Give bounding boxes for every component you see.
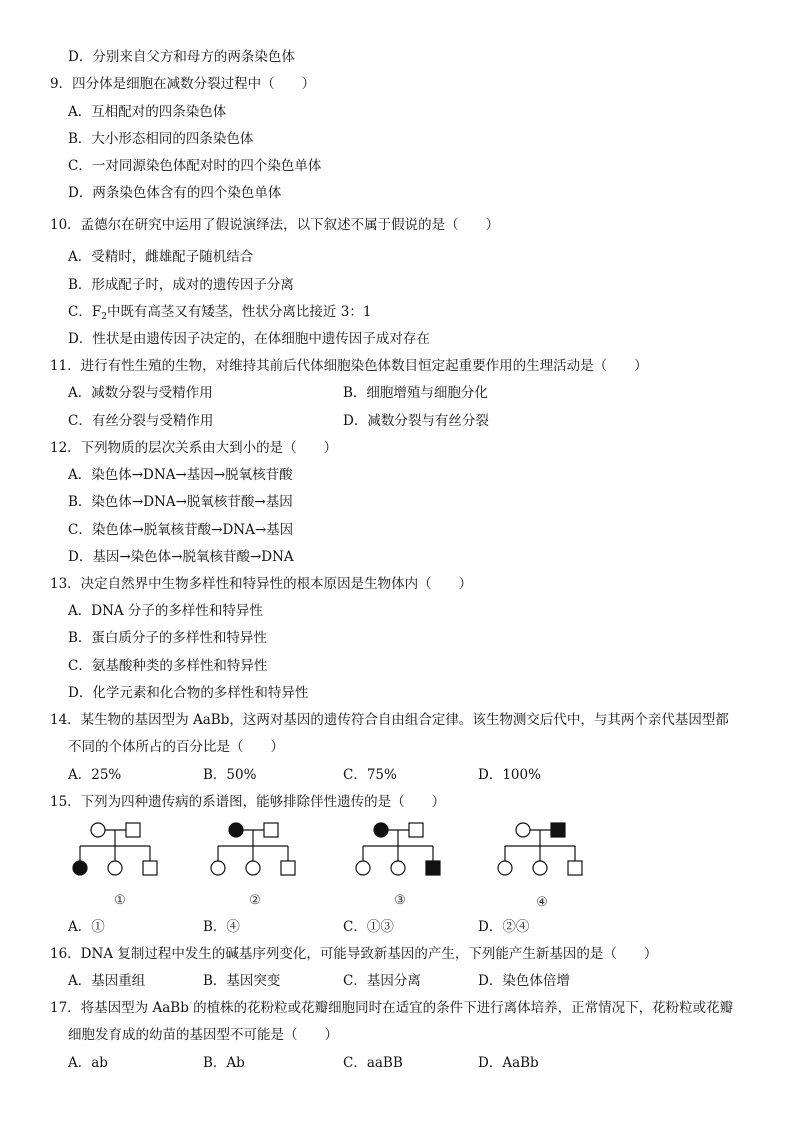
q11-option-c: C．有丝分裂与受精作用 — [68, 413, 214, 429]
q11-option-a: A．减数分裂与受精作用 — [68, 385, 213, 401]
q17-option-d: D．AaBb — [478, 1055, 539, 1071]
q12-option-c: C．染色体→脱氧核苷酸→DNA→基因 — [68, 522, 294, 538]
q15-option-b: B．④ — [203, 919, 240, 935]
pedigree-figure — [60, 818, 600, 918]
q14-stem-line2: 不同的个体所占的百分比是（ ） — [68, 739, 284, 755]
q12-stem: 12．下列物质的层次关系由大到小的是（ ） — [50, 440, 338, 456]
pedigree-1-label: ① — [114, 893, 126, 908]
q14-option-b: B．50% — [203, 767, 257, 783]
q17-stem: 17．将基因型为 AaBb 的植株的花粉粒或花瓣细胞同时在适宜的条件下进行离体培养，正常情况下，花粉粒或花瓣 — [50, 1000, 734, 1016]
pedigree-2-label: ② — [249, 893, 261, 908]
q10-option-c — [68, 303, 371, 326]
q16-option-d: D．染色体倍增 — [478, 973, 570, 989]
q12-option-a: A．染色体→DNA→基因→脱氧核苷酸 — [68, 467, 293, 483]
pedigree-3 — [356, 823, 440, 875]
pedigree-2 — [211, 823, 295, 875]
q14-option-a: A．25% — [68, 767, 122, 783]
q13-option-d: D．化学元素和化合物的多样性和特异性 — [68, 685, 309, 701]
q9-option-b: B．大小形态相同的四条染色体 — [68, 131, 254, 147]
q10-option-d: D．性状是由遗传因子决定的，在体细胞中遗传因子成对存在 — [68, 331, 430, 347]
q17-option-a: A．ab — [68, 1055, 108, 1071]
q16-option-a: A．基因重组 — [68, 973, 146, 989]
q13-option-c: C．氨基酸种类的多样性和特异性 — [68, 658, 268, 674]
pedigree-4 — [498, 823, 582, 875]
q15-option-d: D．②④ — [478, 919, 530, 935]
q11-option-b: B．细胞增殖与细胞分化 — [343, 385, 488, 401]
q9-option-c: C．一对同源染色体配对时的四个染色单体 — [68, 158, 322, 174]
q9-stem: 9．四分体是细胞在减数分裂过程中（ ） — [50, 76, 316, 92]
q9-option-a: A．互相配对的四条染色体 — [68, 104, 227, 120]
q17-option-b: B．Ab — [203, 1055, 245, 1071]
q8-option-d: D．分别来自父方和母方的两条染色体 — [68, 49, 295, 65]
q10-option-a: A．受精时，雌雄配子随机结合 — [68, 249, 254, 265]
q17-option-c: C．aaBB — [343, 1055, 403, 1071]
pedigree-3-label: ③ — [394, 893, 406, 908]
q13-option-a: A．DNA 分子的多样性和特异性 — [68, 603, 263, 619]
q10-option-c-prefix: C．F — [68, 304, 102, 320]
q16-stem: 16．DNA 复制过程中发生的碱基序列变化，可能导致新基因的产生，下列能产生新基因的是（ ） — [50, 946, 658, 962]
q11-option-d: D．减数分裂与有丝分裂 — [343, 413, 489, 429]
q9-option-d: D．两条染色体含有的四个染色单体 — [68, 185, 282, 201]
q13-option-b: B．蛋白质分子的多样性和特异性 — [68, 630, 267, 646]
pedigree-4-label: ④ — [536, 895, 548, 910]
q17-stem-line2: 细胞发育成的幼苗的基因型不可能是（ ） — [68, 1027, 338, 1043]
q10-stem: 10．孟德尔在研究中运用了假说演绎法，以下叙述不属于假说的是（ ） — [50, 217, 500, 233]
q12-option-b: B．染色体→DNA→脱氧核苷酸→基因 — [68, 494, 293, 510]
q12-option-d: D．基因→染色体→脱氧核苷酸→DNA — [68, 549, 294, 565]
q10-option-c-text: 中既有高茎又有矮茎，性状分离比接近 3：1 — [106, 304, 372, 320]
q16-option-b: B．基因突变 — [203, 973, 281, 989]
q14-stem: 14．某生物的基因型为 AaBb，这两对基因的遗传符合自由组合定律。该生物测交后代中，与其两个亲代基因型都 — [50, 712, 729, 728]
q15-option-a: A．① — [68, 919, 105, 935]
q14-option-c: C．75% — [343, 767, 397, 783]
q15-option-c: C．①③ — [343, 919, 394, 935]
q16-option-c: C．基因分离 — [343, 973, 421, 989]
q13-stem: 13．决定自然界中生物多样性和特异性的根本原因是生物体内（ ） — [50, 576, 473, 592]
q14-option-d: D．100% — [478, 767, 541, 783]
q10-option-b: B．形成配子时，成对的遗传因子分离 — [68, 277, 294, 293]
q11-stem: 11．进行有性生殖的生物，对维持其前后代体细胞染色体数目恒定起重要作用的生理活动是（ ） — [50, 358, 648, 374]
q10-option-c-subscript: 2 — [101, 312, 107, 322]
q15-stem: 15．下列为四种遗传病的系谱图，能够排除伴性遗传的是（ ） — [50, 794, 446, 810]
pedigree-1 — [73, 823, 157, 875]
